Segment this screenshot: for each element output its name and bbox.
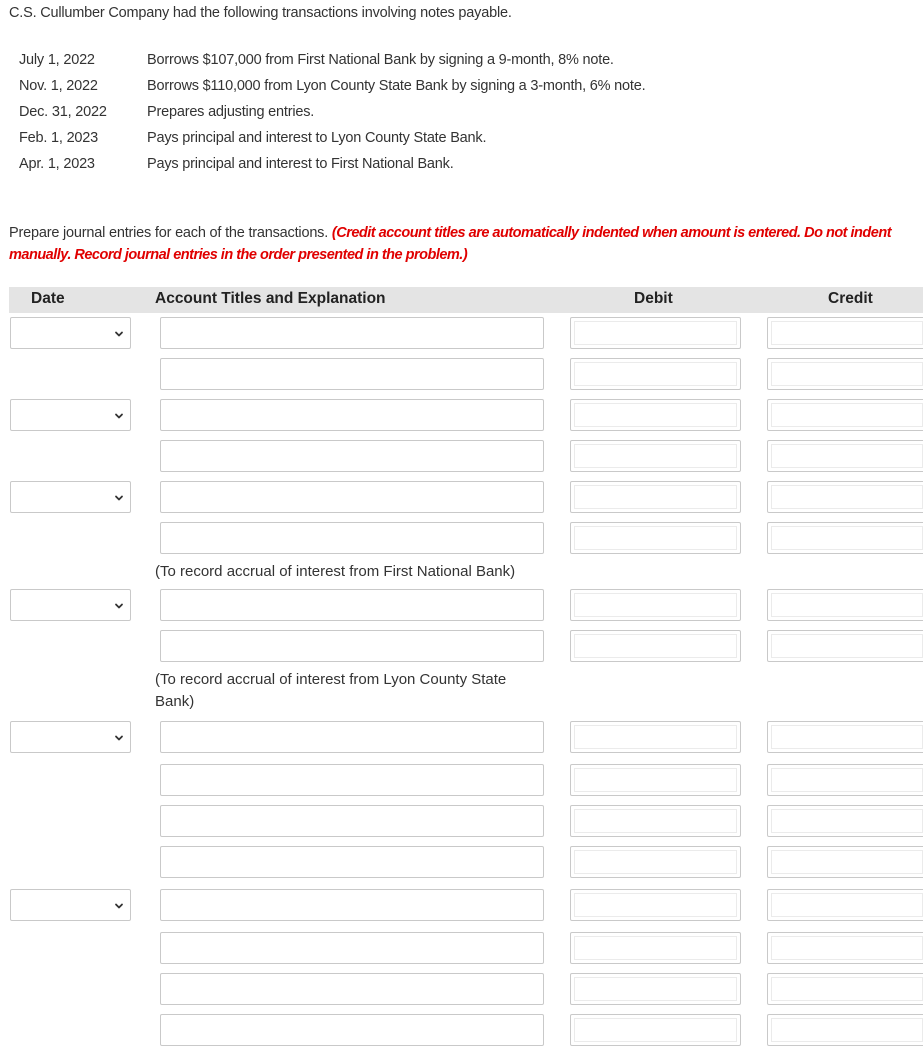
entry-explanation: (To record accrual of interest from First National Bank) [155, 563, 516, 580]
account-title-input[interactable] [160, 846, 544, 878]
debit-input[interactable] [570, 932, 741, 964]
entry-explanation: (To record accrual of interest from Lyon County State Bank) [155, 671, 507, 710]
credit-input[interactable] [767, 399, 923, 431]
credit-input[interactable] [767, 764, 923, 796]
transaction-date: Dec. 31, 2022 [19, 104, 107, 120]
credit-input[interactable] [767, 889, 923, 921]
account-title-input[interactable] [160, 1014, 544, 1046]
credit-input[interactable] [767, 846, 923, 878]
chevron-down-icon [113, 899, 125, 911]
account-title-input[interactable] [160, 630, 544, 662]
account-title-input[interactable] [160, 973, 544, 1005]
chevron-down-icon [113, 327, 125, 339]
credit-input[interactable] [767, 481, 923, 513]
transaction-description: Pays principal and interest to First National Bank. [147, 156, 454, 172]
problem-intro: C.S. Cullumber Company had the following transactions involving notes payable. [9, 5, 512, 21]
chevron-down-icon [113, 731, 125, 743]
debit-input[interactable] [570, 440, 741, 472]
instructions-text: Prepare journal entries for each of the transactions. [9, 225, 332, 241]
account-title-input[interactable] [160, 399, 544, 431]
credit-input[interactable] [767, 932, 923, 964]
account-title-input[interactable] [160, 589, 544, 621]
account-title-input[interactable] [160, 764, 544, 796]
date-select[interactable] [10, 481, 131, 513]
instructions-note: (Credit account titles are automatically indented when amount is entered. Do not indent manually. Record journal entries in the order presented in the problem.) [9, 225, 892, 263]
account-title-input[interactable] [160, 721, 544, 753]
account-title-input[interactable] [160, 889, 544, 921]
debit-input[interactable] [570, 481, 741, 513]
date-select[interactable] [10, 889, 131, 921]
account-title-input[interactable] [160, 440, 544, 472]
header-debit: Debit [634, 290, 673, 307]
debit-input[interactable] [570, 805, 741, 837]
credit-input[interactable] [767, 1014, 923, 1046]
credit-input[interactable] [767, 358, 923, 390]
transaction-date: Feb. 1, 2023 [19, 130, 99, 146]
credit-input[interactable] [767, 721, 923, 753]
debit-input[interactable] [570, 1014, 741, 1046]
debit-input[interactable] [570, 764, 741, 796]
debit-input[interactable] [570, 522, 741, 554]
date-select[interactable] [10, 721, 131, 753]
debit-input[interactable] [570, 846, 741, 878]
debit-input[interactable] [570, 358, 741, 390]
transaction-description: Borrows $107,000 from First National Bank by signing a 9-month, 8% note. [147, 52, 614, 68]
transaction-date: July 1, 2022 [19, 52, 95, 68]
transaction-date: Apr. 1, 2023 [19, 156, 95, 172]
instructions [9, 222, 909, 266]
credit-input[interactable] [767, 805, 923, 837]
account-title-input[interactable] [160, 522, 544, 554]
account-title-input[interactable] [160, 481, 544, 513]
credit-input[interactable] [767, 522, 923, 554]
debit-input[interactable] [570, 973, 741, 1005]
debit-input[interactable] [570, 630, 741, 662]
journal-table-header [9, 287, 923, 313]
debit-input[interactable] [570, 317, 741, 349]
debit-input[interactable] [570, 721, 741, 753]
chevron-down-icon [113, 599, 125, 611]
header-date: Date [31, 290, 65, 307]
header-account: Account Titles and Explanation [155, 290, 386, 307]
chevron-down-icon [113, 491, 125, 503]
transaction-description: Pays principal and interest to Lyon County State Bank. [147, 130, 487, 146]
transaction-description: Prepares adjusting entries. [147, 104, 315, 120]
chevron-down-icon [113, 409, 125, 421]
debit-input[interactable] [570, 399, 741, 431]
debit-input[interactable] [570, 589, 741, 621]
transaction-description: Borrows $110,000 from Lyon County State Bank by signing a 3-month, 6% note. [147, 78, 646, 94]
credit-input[interactable] [767, 973, 923, 1005]
transaction-date: Nov. 1, 2022 [19, 78, 98, 94]
date-select[interactable] [10, 589, 131, 621]
header-credit: Credit [828, 290, 873, 307]
account-title-input[interactable] [160, 317, 544, 349]
date-select[interactable] [10, 399, 131, 431]
date-select[interactable] [10, 317, 131, 349]
credit-input[interactable] [767, 630, 923, 662]
account-title-input[interactable] [160, 805, 544, 837]
credit-input[interactable] [767, 440, 923, 472]
credit-input[interactable] [767, 317, 923, 349]
credit-input[interactable] [767, 589, 923, 621]
debit-input[interactable] [570, 889, 741, 921]
account-title-input[interactable] [160, 358, 544, 390]
account-title-input[interactable] [160, 932, 544, 964]
